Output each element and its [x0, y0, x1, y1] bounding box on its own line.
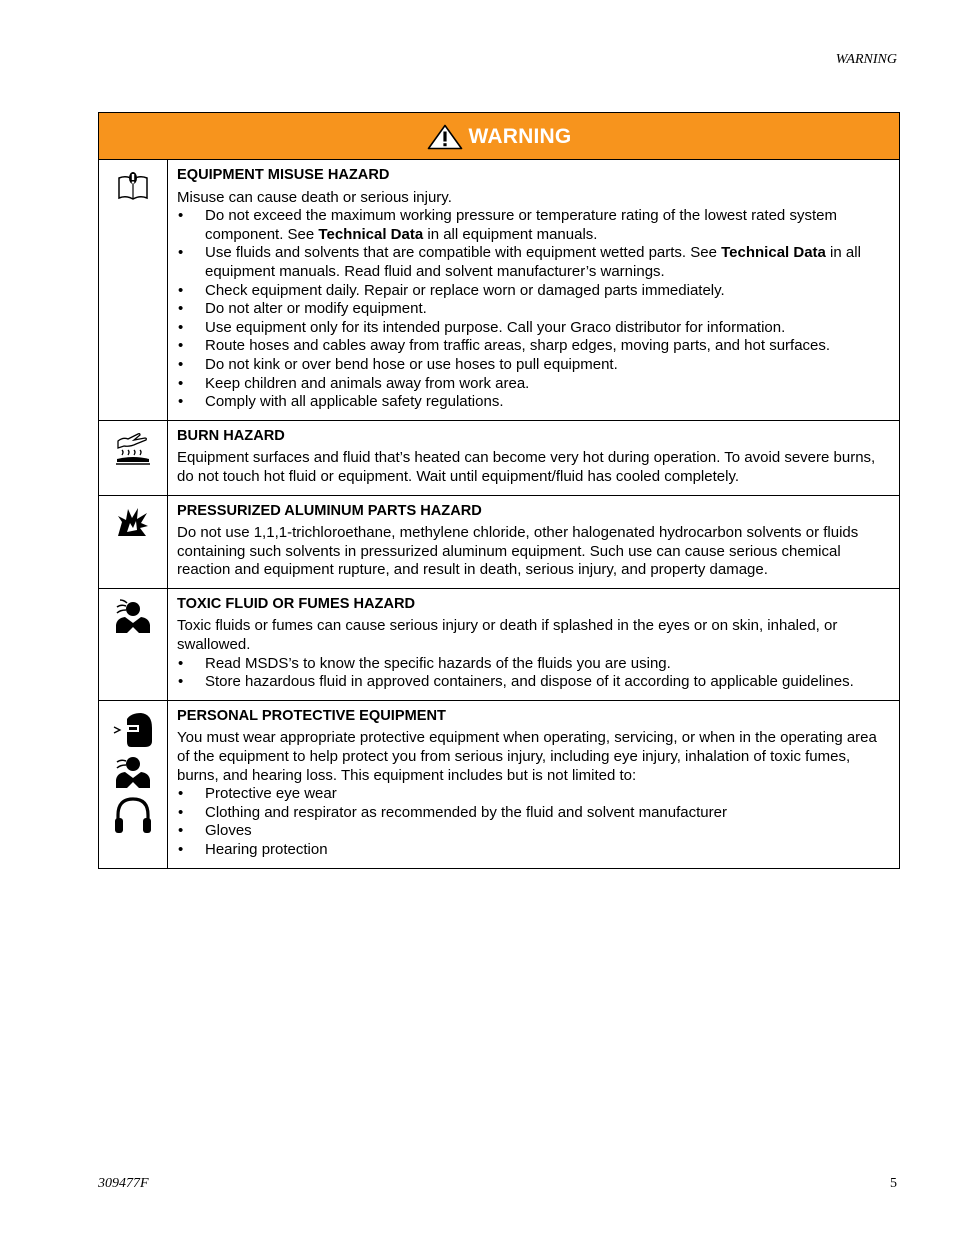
bullet-item: • Clothing and respirator as recommended by the fluid and solvent manufacturer [177, 804, 889, 823]
hazard-title: EQUIPMENT MISUSE HAZARD [177, 167, 390, 183]
bullet-item: • Route hoses and cables away from traffic areas, sharp edges, moving parts, and hot surfaces. [177, 337, 889, 356]
hazard-row-equipment-misuse [99, 160, 900, 421]
manual-icon [116, 170, 150, 202]
bullet-item: • Use fluids and solvents that are compatible with equipment wetted parts. See Technical Data in all equipment manuals. Read fluid and solvent manufacturer’s warnings. [177, 244, 889, 281]
hazard-row-burn [99, 420, 900, 495]
running-head: WARNING [835, 52, 897, 67]
bullet-item: • Gloves [177, 822, 889, 841]
bullet-item: • Store hazardous fluid in approved containers, and dispose of it according to applicable guidelines. [177, 673, 889, 692]
hazard-bullets [177, 655, 889, 692]
warning-header [99, 113, 900, 160]
respirator-icon [113, 755, 153, 789]
hazard-row-ppe [99, 700, 900, 868]
hazard-title: TOXIC FLUID OR FUMES HAZARD [177, 595, 416, 612]
toxic-fumes-icon [113, 599, 153, 635]
hazard-title: PERSONAL PROTECTIVE EQUIPMENT [177, 707, 446, 724]
bullet-item: • Do not exceed the maximum working pressure or temperature rating of the lowest rated system component. See Technical Data in all equipment manuals. [177, 207, 889, 244]
doc-number: 309477F [98, 1176, 149, 1191]
hazard-intro: Misuse can cause death or serious injury. [177, 188, 452, 206]
bullet-item: • Read MSDS’s to know the specific hazards of the fluids you are using. [177, 655, 889, 674]
bullet-item: • Hearing protection [177, 841, 889, 860]
bullet-item: • Do not alter or modify equipment. [177, 300, 889, 319]
hazard-intro: Do not use 1,1,1-trichloroethane, methylene chloride, other halogenated hydrocarbon solvents or fluids containing such solvents in pressurized aluminum equipment. Such use can cause serious chemical reaction and equipment rupture, and result in death, serious injury, and property damage. [177, 524, 859, 579]
hazard-bullets [177, 785, 889, 859]
hazard-row-pressurized-aluminum [99, 495, 900, 588]
hearing-protection-icon [113, 795, 153, 835]
face-shield-icon [111, 711, 155, 749]
page-number: 5 [890, 1176, 897, 1191]
hazard-intro: Toxic fluids or fumes can cause serious injury or death if splashed in the eyes or on skin, inhaled, or swallowed. [177, 617, 838, 654]
hot-surface-icon [114, 431, 152, 467]
bullet-item: • Check equipment daily. Repair or replace worn or damaged parts immediately. [177, 282, 889, 301]
bullet-item: • Protective eye wear [177, 785, 889, 804]
hazard-title: BURN HAZARD [177, 427, 285, 444]
hazard-row-toxic-fluid [99, 588, 900, 700]
bullet-item: • Use equipment only for its intended purpose. Call your Graco distributor for information. [177, 319, 889, 338]
bullet-item: • Do not kink or over bend hose or use hoses to pull equipment. [177, 356, 889, 375]
warning-title: WARNING [468, 124, 572, 148]
hazard-intro: You must wear appropriate protective equipment when operating, servicing, or when in the operating area of the equipment to help protect you from serious injury, including eye injury, inhalation of toxic fumes, burns, and hearing loss. This equipment includes but is not limited to: [177, 729, 877, 784]
hazard-title: PRESSURIZED ALUMINUM PARTS HAZARD [177, 502, 482, 519]
bullet-item: • Keep children and animals away from work area. [177, 375, 889, 394]
hazard-intro: Equipment surfaces and fluid that’s heated can become very hot during operation. To avoid severe burns, do not touch hot fluid or equipment. Wait until equipment/fluid has cooled completely. [177, 449, 876, 485]
warning-table [98, 112, 900, 869]
explosion-icon [116, 506, 150, 538]
hazard-bullets [177, 207, 889, 412]
bullet-item: • Comply with all applicable safety regulations. [177, 393, 889, 412]
warning-triangle-icon [427, 124, 463, 150]
